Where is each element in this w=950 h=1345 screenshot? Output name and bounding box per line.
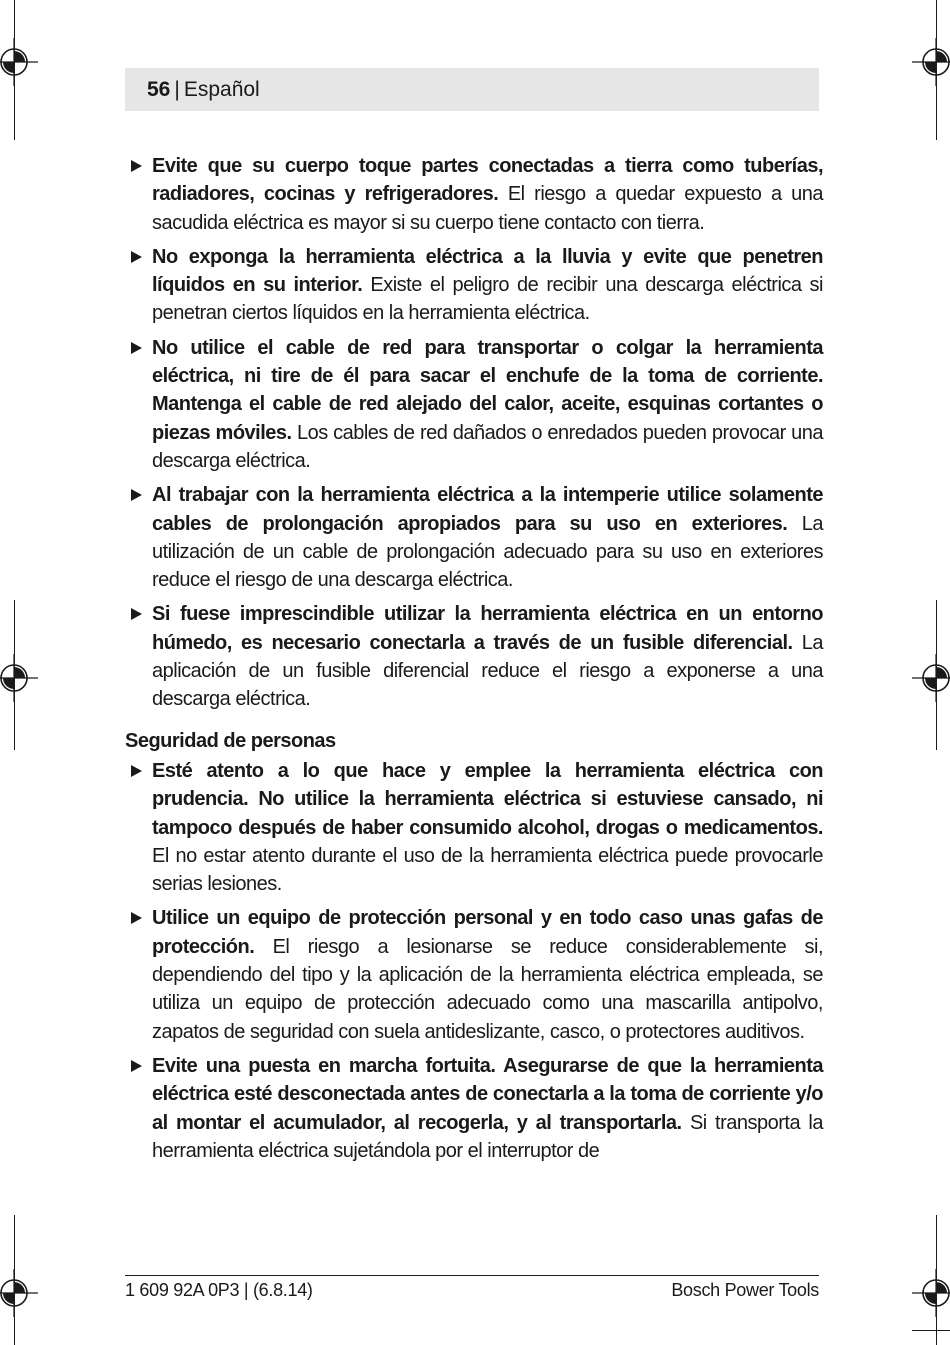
bullet-triangle-icon	[131, 342, 142, 354]
footer-divider	[125, 1275, 819, 1276]
list-item	[125, 152, 823, 237]
item-bold-text: Evite que su cuerpo toque partes conectadas a tierra como tuberías, radiadores, cocinas y refrigeradores.	[152, 155, 823, 206]
item-text: Si transporta la herramienta eléctrica sujetándola por el interruptor de	[152, 1111, 823, 1162]
bullet-triangle-icon	[131, 489, 142, 501]
item-bold-text: Esté atento a lo que hace y emplee la herramienta eléctrica con prudencia. No utilice la herramienta eléctrica si estuviese cansado, ni tampoco después de haber consumido alcohol, drogas o medicamentos.	[152, 759, 823, 839]
registration-mark-icon	[0, 38, 38, 86]
registration-mark-icon	[0, 1269, 38, 1317]
bullet-triangle-icon	[131, 251, 142, 263]
registration-mark-icon	[912, 38, 950, 86]
item-text: El riesgo a lesionarse se reduce considerablemente si, dependiendo del tipo y la aplicación de la herramienta eléctrica empleada, se utiliza un equipo de protección adecuado como una mascarilla antipolvo, zapatos de seguridad con suela antideslizante, casco, o protectores auditivos.	[152, 935, 823, 1043]
bullet-triangle-icon	[131, 1060, 142, 1072]
list-item	[125, 334, 823, 475]
item-bold-text: Si fuese imprescindible utilizar la herramienta eléctrica en un entorno húmedo, es necesario conectarla a través de un fusible diferencial.	[152, 603, 823, 654]
bullet-triangle-icon	[131, 608, 142, 620]
list-item	[125, 757, 823, 898]
bullet-triangle-icon	[131, 765, 142, 777]
item-bold-text: No exponga la herramienta eléctrica a la lluvia y evite que penetren líquidos en su interior.	[152, 245, 823, 297]
trim-line	[912, 1330, 950, 1331]
item-text: El no estar atento durante el uso de la herramienta eléctrica puede provocarle serias lesiones.	[152, 844, 823, 896]
registration-mark-icon	[0, 654, 38, 702]
list-item	[125, 243, 823, 328]
page-number: 56	[147, 77, 171, 101]
item-text: La utilización de un cable de prolongación adecuado para su uso en exteriores reduce el riesgo de una descarga eléctrica.	[152, 512, 823, 592]
bullet-triangle-icon	[131, 912, 142, 924]
header-separator: |	[174, 77, 180, 101]
item-bold-text: No utilice el cable de red para transportar o colgar la herramienta eléctrica, ni tire de él para sacar el enchufe de la toma de corriente. Mantenga el cable de red alejado del calor, aceite, esquinas cortantes o piezas móviles.	[152, 336, 823, 444]
list-item	[125, 904, 823, 1045]
list-item	[125, 600, 823, 713]
item-text: Los cables de red dañados o enredados pueden provocar una descarga eléctrica.	[152, 421, 823, 472]
item-bold-text: Evite una puesta en marcha fortuita. Asegurarse de que la herramienta eléctrica esté desconectada antes de conectarla a la toma de corriente y/o al montar el acumulador, al recogerla, y al transportarla.	[152, 1054, 823, 1134]
item-text: El riesgo a quedar expuesto a una sacudida eléctrica es mayor si su cuerpo tiene contacto con tierra.	[152, 183, 823, 234]
footer-doc-ref: 1 609 92A 0P3 | (6.8.14)	[125, 1280, 313, 1300]
section-heading: Seguridad de personas	[125, 729, 336, 752]
bullet-triangle-icon	[131, 160, 142, 172]
item-bold-text: Utilice un equipo de protección personal y en todo caso unas gafas de protección.	[152, 907, 823, 958]
item-bold-text: Al trabajar con la herramienta eléctrica a la intemperie utilice solamente cables de prolongación apropiados para su uso en exteriores.	[152, 484, 823, 535]
item-text: La aplicación de un fusible diferencial reduce el riesgo a exponerse a una descarga eléctrica.	[152, 631, 823, 711]
page-content	[125, 152, 823, 1171]
registration-mark-icon	[912, 654, 950, 702]
list-item	[125, 1052, 823, 1165]
list-item	[125, 481, 823, 594]
footer-brand: Bosch Power Tools	[671, 1280, 819, 1300]
item-text: Existe el peligro de recibir una descarga eléctrica si penetran ciertos líquidos en la herramienta eléctrica.	[152, 274, 823, 325]
page-header	[125, 68, 819, 111]
header-language: Español	[183, 77, 260, 101]
registration-mark-icon	[912, 1269, 950, 1317]
